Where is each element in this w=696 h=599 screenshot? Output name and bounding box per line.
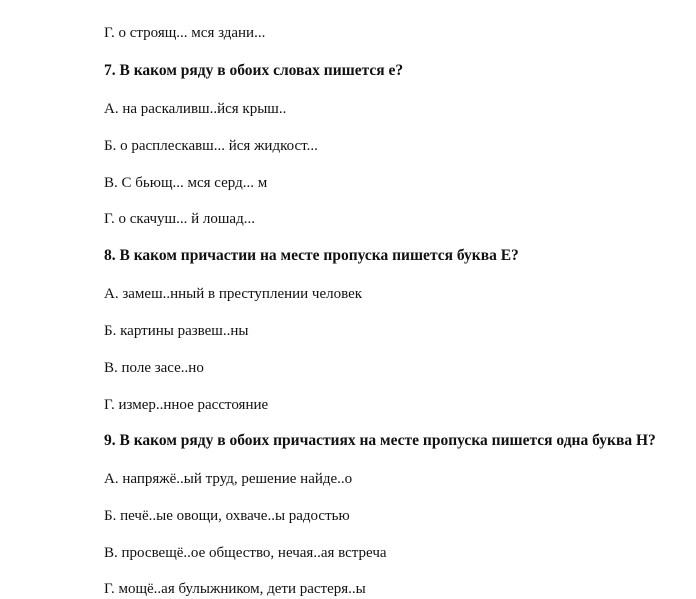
answer-option: Б. картины развеш..ны [104,323,249,339]
answer-option: В. просвещё..ое общество, нечая..ая встреча [104,545,387,561]
answer-option: А. на раскаливш..йся крыш.. [104,101,287,117]
question-8-title: 8. В каком причастии на месте пропуска пишется буква Е? [104,247,519,264]
answer-option: В. С бьющ... мся серд... м [104,175,268,191]
answer-option: А. напряжё..ый труд, решение найде..о [104,471,353,487]
answer-option: В. поле засе..но [104,360,204,376]
answer-option: Г. о скачуш... й лошад... [104,211,255,227]
answer-option: Г. мощё..ая булыжником, дети растеря..ы [104,581,366,597]
answer-option: А. замеш..нный в преступлении человек [104,286,363,302]
question-7-title: 7. В каком ряду в обоих словах пишется е? [104,62,404,79]
question-9-title: 9. В каком ряду в обоих причастиях на месте пропуска пишется одна буква Н? [104,432,656,449]
answer-option: Г. измер..нное расстояние [104,397,269,413]
answer-option: Б. печё..ые овощи, охваче..ы радостью [104,508,350,524]
answer-option: Б. о расплескавш... йся жидкост... [104,138,318,154]
answer-option: Г. о строящ... мся здани... [104,25,266,41]
